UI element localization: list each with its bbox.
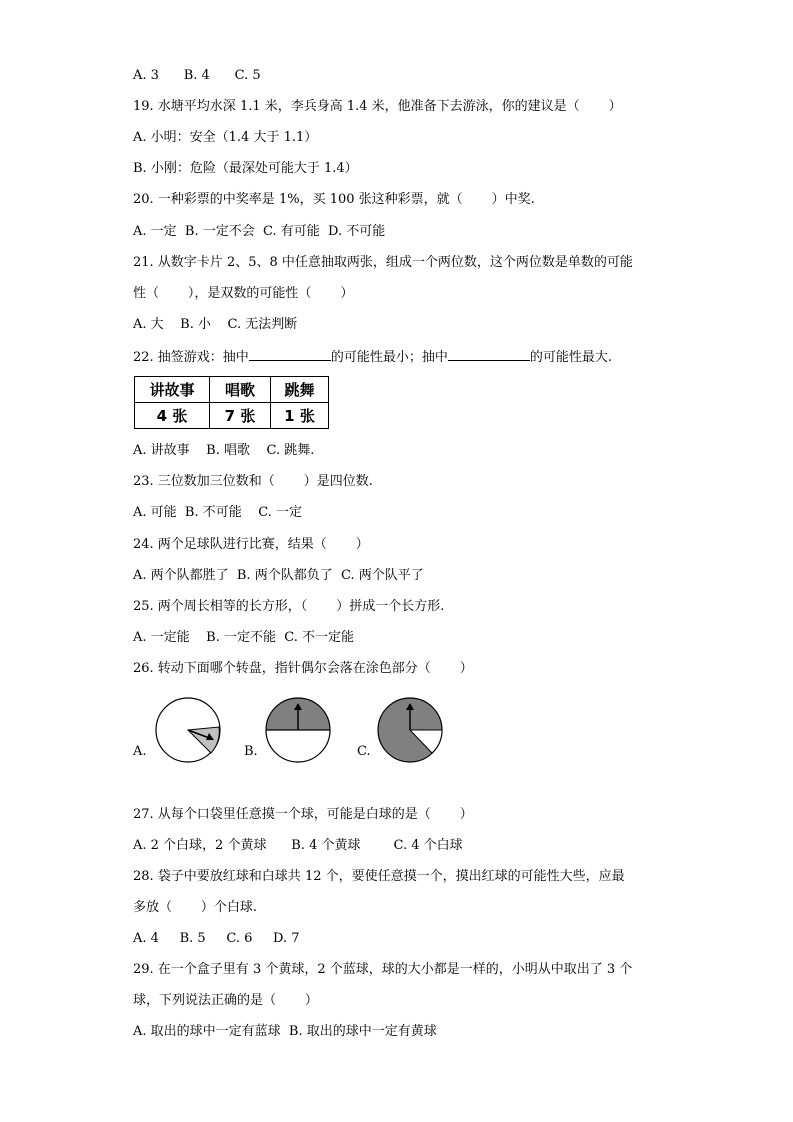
q24-options: A. 两个队都胜了 B. 两个队都负了 C. 两个队平了	[133, 568, 424, 583]
q24-stem: 24. 两个足球队进行比赛，结果（ ）	[133, 537, 369, 552]
lottery-card-table	[134, 376, 329, 429]
spinner-b-label: B.	[244, 744, 258, 759]
q18-options: A. 3 B. 4 C. 5	[133, 68, 261, 83]
spinner-c-label: C.	[357, 744, 371, 759]
spinner-c	[375, 695, 445, 765]
q29-stem-line1: 29. 在一个盒子里有 3 个黄球，2 个蓝球，球的大小都是一样的，小明从中取出了 3 个	[133, 962, 633, 977]
spinner-a-label: A.	[133, 744, 147, 759]
table-count-singing: 7 张	[210, 403, 271, 429]
q25-stem: 25. 两个周长相等的长方形，（ ）拼成一个长方形.	[133, 599, 445, 614]
q21-stem-line2: 性（ ），是双数的可能性（ ）	[133, 286, 354, 301]
q25-options: A. 一定能 B. 一定不能 C. 不一定能	[133, 630, 355, 645]
q29-options: A. 取出的球中一定有蓝球 B. 取出的球中一定有黄球	[133, 1024, 437, 1039]
table-count-dancing: 1 张	[271, 403, 329, 429]
table-header-singing: 唱歌	[210, 377, 271, 403]
q22-stem-part1: 22. 抽签游戏：抽中	[133, 350, 249, 365]
spinner-b	[263, 695, 333, 765]
q22-stem-part3: 的可能性最大.	[529, 350, 612, 365]
q23-options: A. 可能 B. 不可能 C. 一定	[133, 505, 303, 520]
q22-options: A. 讲故事 B. 唱歌 C. 跳舞.	[133, 443, 315, 458]
q23-stem: 23. 三位数加三位数和（ ）是四位数.	[133, 474, 373, 489]
q19-stem: 19. 水塘平均水深 1.1 米，李兵身高 1.4 米，他准备下去游泳，你的建议是（ ）	[133, 99, 622, 114]
table-header-dancing: 跳舞	[271, 377, 329, 403]
q22-stem-part2: 的可能性最小；抽中	[330, 350, 448, 365]
q29-stem-line2: 球，下列说法正确的是（ ）	[133, 993, 318, 1008]
q22-blank-2[interactable]	[448, 348, 530, 361]
q22-stem	[133, 348, 612, 366]
q20-stem: 20. 一种彩票的中奖率是 1%，买 100 张这种彩票，就（ ）中奖.	[133, 192, 535, 207]
q27-options: A. 2 个白球，2 个黄球 B. 4 个黄球 C. 4 个白球	[133, 838, 463, 853]
q21-stem-line1: 21. 从数字卡片 2、5、8 中任意抽取两张，组成一个两位数，这个两位数是单数的可能	[133, 255, 633, 270]
table-count-storytelling: 4 张	[135, 403, 210, 429]
q21-options: A. 大 B. 小 C. 无法判断	[133, 317, 298, 332]
q19-option-b: B. 小刚：危险（最深处可能大于 1.4）	[133, 161, 358, 176]
spinner-a	[153, 695, 223, 765]
q26-stem: 26. 转动下面哪个转盘，指针偶尔会落在涂色部分（ ）	[133, 661, 473, 676]
table-count-row	[135, 403, 329, 429]
q27-stem: 27. 从每个口袋里任意摸一个球，可能是白球的是（ ）	[133, 807, 473, 822]
q22-blank-1[interactable]	[249, 348, 331, 361]
table-header-storytelling: 讲故事	[135, 377, 210, 403]
q28-options: A. 4 B. 5 C. 6 D. 7	[133, 931, 300, 946]
table-header-row	[135, 377, 329, 403]
q20-options: A. 一定 B. 一定不会 C. 有可能 D. 不可能	[133, 224, 386, 239]
q19-option-a: A. 小明：安全（1.4 大于 1.1）	[133, 130, 318, 145]
q28-stem-line2: 多放（ ）个白球.	[133, 900, 258, 915]
q28-stem-line1: 28. 袋子中要放红球和白球共 12 个，要使任意摸一个，摸出红球的可能性大些，应最	[133, 869, 625, 884]
